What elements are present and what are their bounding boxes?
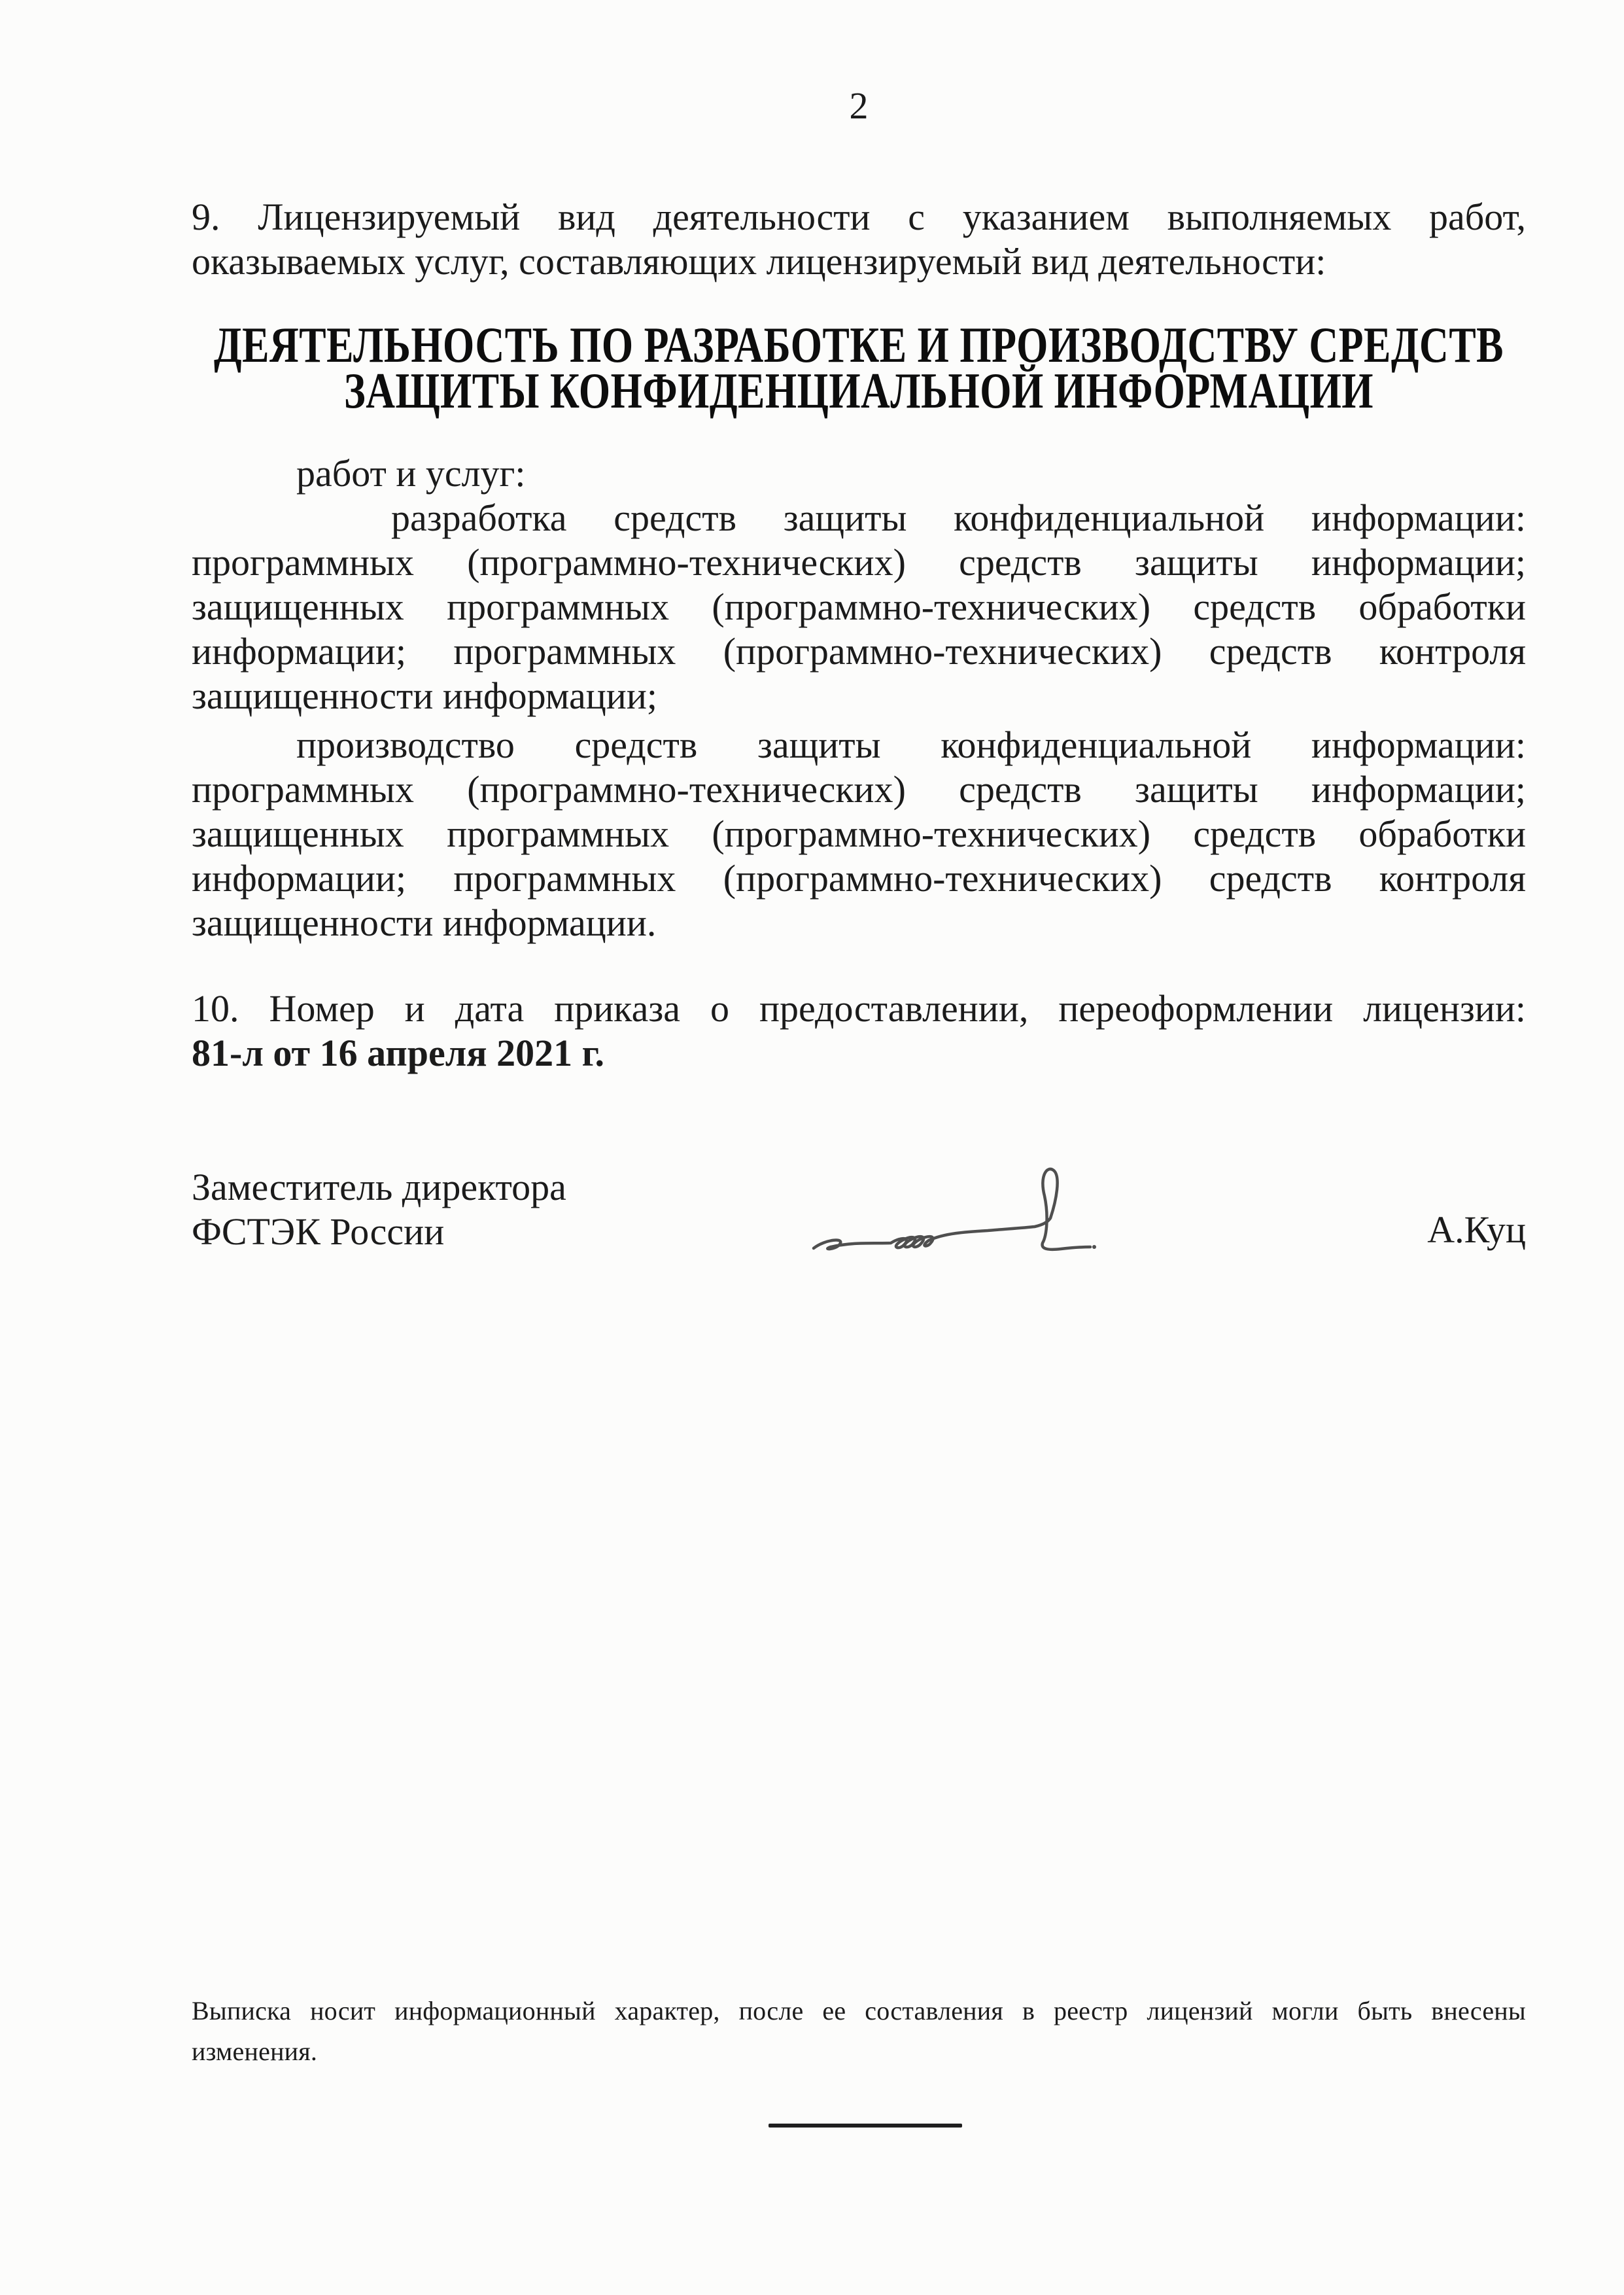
item10-line-1: 10. Номер и дата приказа о предоставлении, переоформлении лицензии: <box>192 987 1526 1030</box>
item10-order-number: 81-л от 16 апреля 2021 г. <box>192 1032 604 1074</box>
activity-heading-line-2: ЗАЩИТЫ КОНФИДЕНЦИАЛЬНОЙ ИНФОРМАЦИИ <box>343 363 1374 419</box>
activity-heading-line-1: ДЕЯТЕЛЬНОСТЬ ПО РАЗРАБОТКЕ И ПРОИЗВОДСТВУ СРЕДСТВ <box>213 317 1504 374</box>
development-line-5: защищенности информации; <box>192 674 657 717</box>
footer-line-2: изменения. <box>192 2037 318 2066</box>
footer-line-1: Выписка носит информационный характер, после ее составления в реестр лицензий могли быть внесены <box>192 1996 1526 2025</box>
development-paragraph <box>192 496 1526 718</box>
footer-disclaimer <box>192 1991 1526 2072</box>
page-number: 2 <box>849 84 869 127</box>
production-line-5: защищенности информации. <box>192 902 657 944</box>
production-paragraph <box>192 723 1526 945</box>
production-line-2: программных (программно-технических) средств защиты информации; <box>192 768 1526 811</box>
signer-position-line-1: Заместитель директора <box>192 1166 566 1208</box>
development-line-1: разработка средств защиты конфиденциальной информации: <box>391 497 1526 539</box>
item9-line-2: оказываемых услуг, составляющих лицензируемый вид деятельности: <box>192 240 1326 283</box>
development-line-2: программных (программно-технических) средств защиты информации; <box>192 541 1526 584</box>
production-line-4: информации; программных (программно-технических) средств контроля <box>192 857 1526 900</box>
item9-line-1: 9. Лицензируемый вид деятельности с указанием выполняемых работ, <box>192 196 1526 238</box>
signature-stroke <box>814 1169 1090 1250</box>
handwritten-signature-icon <box>804 1165 1105 1269</box>
signer-position <box>192 1165 846 1254</box>
item10-paragraph <box>192 987 1526 1076</box>
bottom-rule <box>769 2124 962 2128</box>
works-intro <box>192 451 1526 496</box>
item9-paragraph <box>192 195 1526 284</box>
signer-name: А.Куц <box>1427 1208 1526 1251</box>
production-line-3: защищенных программных (программно-технических) средств обработки <box>192 813 1526 855</box>
signature-ink-dot <box>1092 1245 1096 1249</box>
production-line-1: производство средств защиты конфиденциальной информации: <box>296 724 1526 766</box>
signer-position-line-2: ФСТЭК России <box>192 1210 445 1253</box>
works-intro-line: работ и услуг: <box>296 452 526 495</box>
development-line-3: защищенных программных (программно-технических) средств обработки <box>192 586 1526 628</box>
development-line-4: информации; программных (программно-технических) средств контроля <box>192 630 1526 673</box>
